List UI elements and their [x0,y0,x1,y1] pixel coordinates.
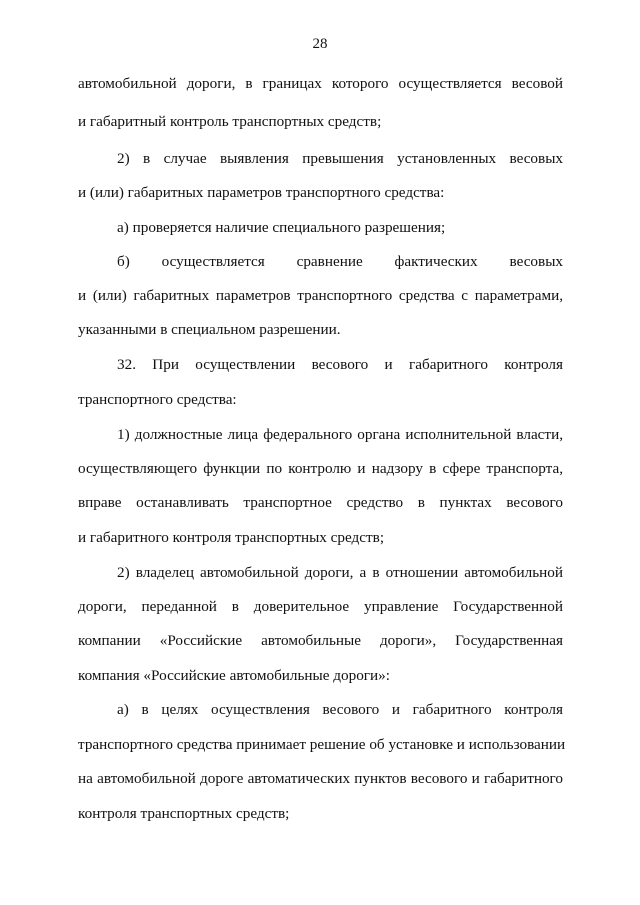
text-line: а) проверяется наличие специального разрешения; [117,219,446,236]
text-line: 2) в случае выявления превышения установленных весовых [117,150,563,167]
text-line: автомобильной дороги, в границах которого осуществляется весовой [78,75,563,92]
text-line: дороги, переданной в доверительное управление Государственной [78,598,563,615]
text-line: компании «Российские автомобильные дороги», Государственная [78,632,563,649]
text-line: и габаритный контроль транспортных средств; [78,113,382,130]
text-line: на автомобильной дороге автоматических пунктов весового и габаритного [78,770,563,787]
text-line: и (или) габаритных параметров транспортного средства: [78,184,445,201]
text-line: транспортного средства принимает решение об установке и использовании [78,736,566,753]
text-line: 1) должностные лица федерального органа исполнительной власти, [117,426,563,443]
text-line: контроля транспортных средств; [78,805,290,822]
text-line: указанными в специальном разрешении. [78,321,341,338]
text-line: транспортного средства: [78,391,237,408]
text-line: 2) владелец автомобильной дороги, а в отношении автомобильной [117,564,563,581]
text-line: б) осуществляется сравнение фактических весовых [117,253,563,270]
text-line: компания «Российские автомобильные дороги»: [78,667,390,684]
page-number: 28 [312,36,328,52]
text-line: вправе останавливать транспортное средство в пунктах весового [78,494,563,511]
text-line: а) в целях осуществления весового и габаритного контроля [117,701,563,718]
text-line: 32. При осуществлении весового и габаритного контроля [117,356,563,373]
text-line: осуществляющего функции по контролю и надзору в сфере транспорта, [78,460,563,477]
text-line: и (или) габаритных параметров транспортного средства с параметрами, [78,287,563,304]
text-line: и габаритного контроля транспортных средств; [78,529,385,546]
